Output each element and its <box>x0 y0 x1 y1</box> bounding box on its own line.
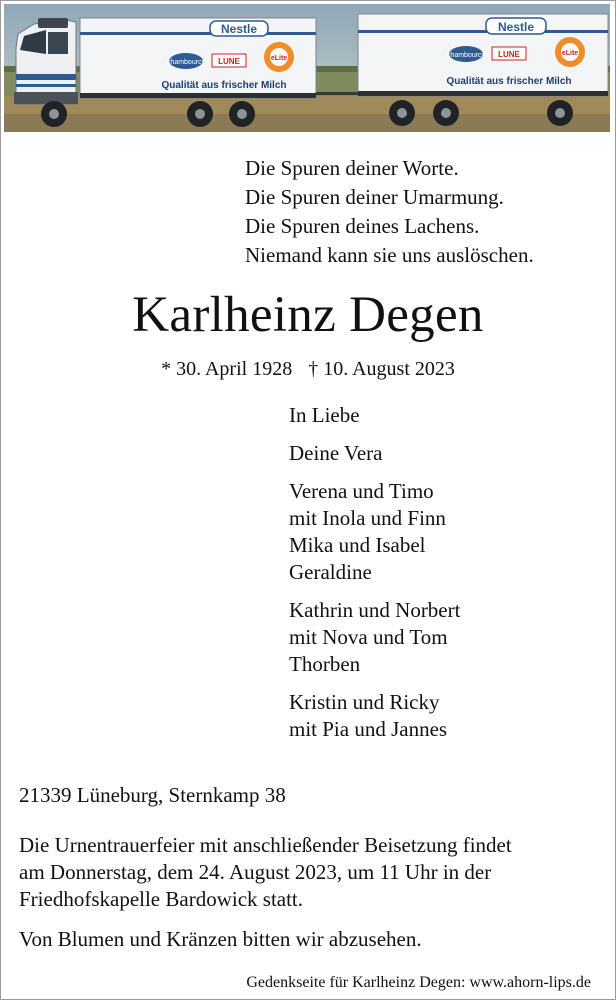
truck-box-trailer <box>358 14 608 96</box>
ceremony-line: Die Urnentrauerfeier mit anschließender Beisetzung findet <box>19 833 512 857</box>
birth-date: * 30. April 1928 <box>161 358 293 380</box>
flowers-notice: Von Blumen und Kränzen bitten wir abzusehen. <box>19 927 422 951</box>
mourner-line: Kathrin und Norbert <box>289 598 461 622</box>
poem <box>245 154 534 270</box>
poem-line: Die Spuren deiner Worte. <box>245 156 459 180</box>
mourner-line: Kristin und Ricky <box>289 690 440 714</box>
mourner-line: Verena und Timo <box>289 479 434 503</box>
mourner-line: mit Pia und Jannes <box>289 717 448 741</box>
mourner-group <box>289 402 460 429</box>
svg-text:LUNE: LUNE <box>218 57 240 66</box>
mourners-list <box>289 402 460 754</box>
ceremony-line: Friedhofskapelle Bardowick statt. <box>19 887 304 911</box>
poem-line: Die Spuren deiner Umarmung. <box>245 185 504 209</box>
memorial-page-link[interactable]: Gedenkseite für Karlheinz Degen: www.ahorn-lips.de <box>246 974 591 991</box>
truck-photo <box>4 4 610 132</box>
mourner-line: In Liebe <box>289 403 360 427</box>
svg-text:eLite: eLite <box>561 50 579 57</box>
ceremony-notice <box>19 832 512 913</box>
mourner-group <box>289 440 460 467</box>
mourner-line: mit Nova und Tom <box>289 625 448 649</box>
death-date: † 10. August 2023 <box>308 358 455 380</box>
mourner-line: mit Inola und Finn <box>289 506 446 530</box>
svg-text:chambourcy: chambourcy <box>446 52 486 59</box>
life-dates <box>0 356 616 382</box>
ceremony-line: am Donnerstag, dem 24. August 2023, um 11 Uhr in der <box>19 860 492 884</box>
svg-text:Qualität aus frischer Milch: Qualität aus frischer Milch <box>161 80 287 91</box>
mourner-group <box>289 689 460 743</box>
svg-text:chambourcy: chambourcy <box>166 59 206 66</box>
deceased-name: Karlheinz Degen <box>132 287 484 343</box>
poem-line: Niemand kann sie uns auslöschen. <box>245 243 534 267</box>
mourner-line: Deine Vera <box>289 441 383 465</box>
truck-cab <box>14 18 78 104</box>
address: 21339 Lüneburg, Sternkamp 38 <box>19 783 286 807</box>
mourner-line: Thorben <box>289 652 361 676</box>
svg-text:Qualität aus frischer Milch: Qualität aus frischer Milch <box>446 76 572 87</box>
svg-text:LUNE: LUNE <box>498 50 520 59</box>
svg-text:eLite: eLite <box>270 55 288 62</box>
svg-text:Nestle: Nestle <box>497 20 535 34</box>
truck-box-front <box>80 18 316 98</box>
mourner-line: Mika und Isabel <box>289 533 426 557</box>
mourner-line: Geraldine <box>289 560 372 584</box>
mourner-group <box>289 597 460 678</box>
poem-line: Die Spuren deines Lachens. <box>245 214 480 238</box>
mourner-group <box>289 478 460 586</box>
svg-text:Nestle: Nestle <box>220 22 258 36</box>
